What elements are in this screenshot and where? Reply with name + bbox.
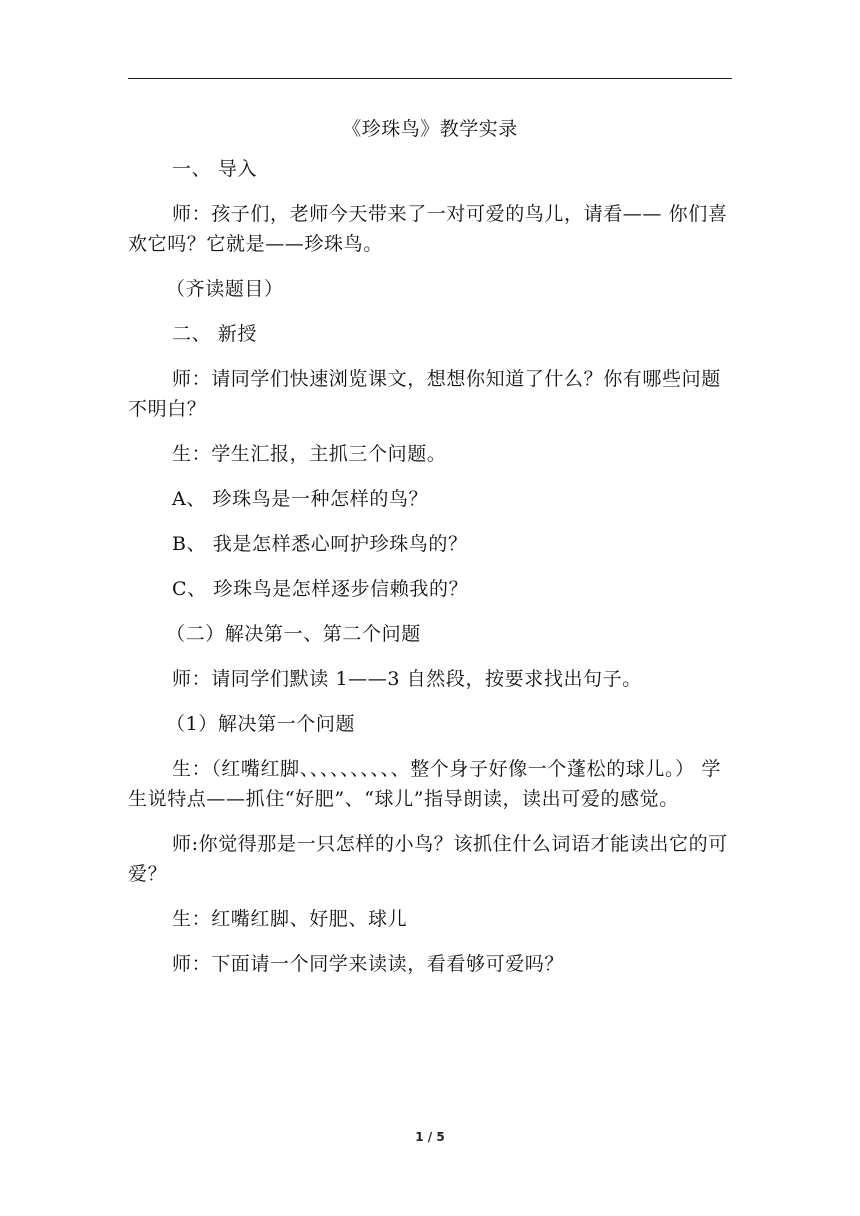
list-item: C、 珍珠鸟是怎样逐步信赖我的？: [172, 578, 469, 600]
paragraph: 生：（红嘴红脚、、、、、、、、、、整个身子好像一个蓬松的球儿。） 学生说特点——抓住“好肥”、“球儿”指导朗读，读出可爱的感觉。: [128, 758, 721, 810]
section-heading: 二、 新授: [172, 323, 258, 345]
document-body: [128, 154, 732, 994]
paragraph: 师：下面请一个同学来读读，看看够可爱吗？: [172, 953, 565, 975]
subsection-heading: （1）解决第一个问题: [166, 713, 356, 735]
paragraph: 师：请同学们快速浏览课文，想想你知道了什么？你有哪些问题不明白？: [128, 368, 721, 420]
paragraph: 师:你觉得那是一只怎样的小鸟？该抓住什么词语才能读出它的可爱？: [128, 833, 728, 885]
paragraph: 师：请同学们默读 1——3 自然段，按要求找出句子。: [172, 668, 642, 690]
paragraph: 生：红嘴红脚、好肥、球儿: [172, 908, 408, 930]
subsection-heading: （二）解决第一、第二个问题: [166, 623, 421, 645]
paragraph: 师：孩子们，老师今天带来了一对可爱的鸟儿，请看—— 你们喜欢它吗？它就是——珍珠鸟。: [128, 203, 728, 255]
list-item: B、 我是怎样悉心呵护珍珠鸟的？: [172, 533, 468, 555]
paragraph: （齐读题目）: [166, 278, 284, 300]
list-item: A、 珍珠鸟是一种怎样的鸟？: [172, 488, 429, 510]
page-number: 1 / 5: [415, 1130, 445, 1144]
header-rule: [128, 78, 732, 79]
document-title: 《珍珠鸟》教学实录: [342, 118, 518, 140]
section-heading: 一、 导入: [172, 158, 258, 180]
paragraph: 生：学生汇报，主抓三个问题。: [172, 443, 447, 465]
